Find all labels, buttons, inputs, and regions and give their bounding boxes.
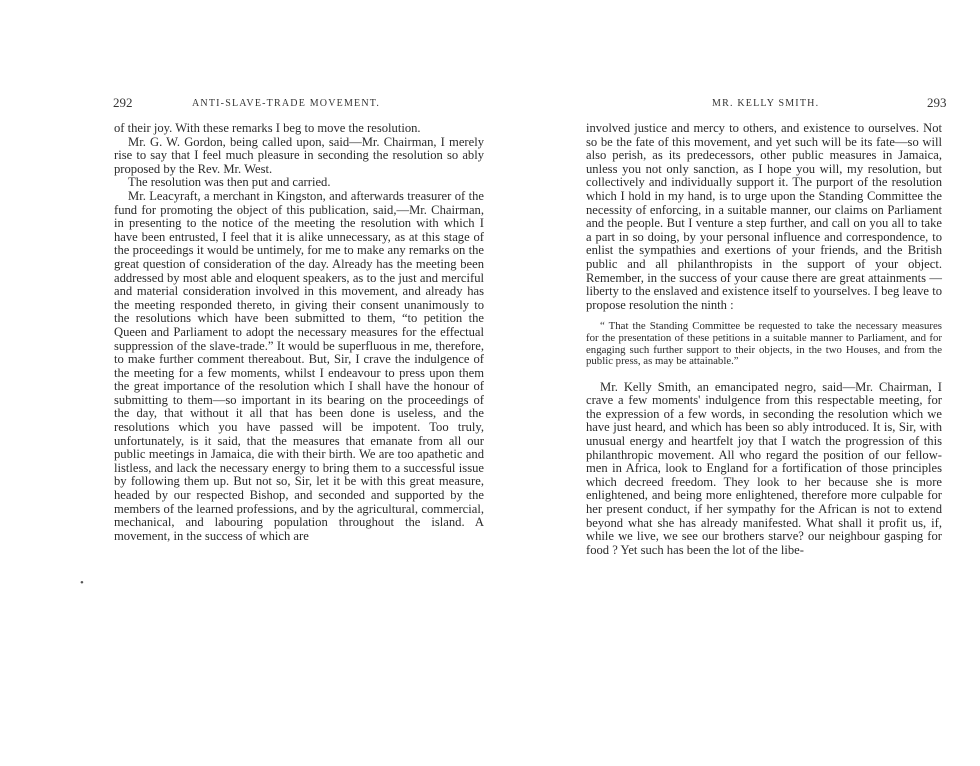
page-number: 292 [113,95,133,110]
body-text [586,122,942,557]
right-page [490,0,980,766]
page-number: 293 [927,95,947,110]
paragraph: of their joy. With these remarks I beg to move the resolution. [114,121,421,135]
paragraph: Mr. G. W. Gordon, being called upon, said—Mr. Chairman, I merely rise to say that I feel much pleasure in seconding the resolution so ably proposed by the Rev. Mr. West. [114,134,484,176]
margin-mark: • [80,577,84,589]
body-text [114,122,484,543]
running-head: ANTI-SLAVE-TRADE MOVEMENT. [192,98,381,109]
paragraph: involved justice and mercy to others, and existence to ourselves. Not so be the fate of this movement, and yet such will be its fate—so will also perish, as its predecessors, other public measures in Jamaica, unless you not only sanction, as I hope you will, my resolution, but collectively and individually support it. The purport of the resolution which I hold in my hand, is to urge upon the Standing Committee the necessity of enforcing, in a suitable manner, our claims on Parliament and the people. But I venture a step further, and call on you all to take a part in so doing, by your personal influence and correspondence, to enlist the sympathies and exertions of your friends, and the British public and all philanthropists in the support of your object. Remember, in the success of your cause there are great attainments — liberty to the enslaved and existence itself to yourselves. I beg leave to propose resolution the ninth : [586,121,942,312]
running-head: MR. KELLY SMITH. [712,98,820,109]
resolution-quote: “ That the Standing Committee be requested to take the necessary measures for the presentation of these petitions in a suitable manner to Parliament, and for engaging such further support to their objects, in the two Houses, and from the public press, as may be attainable.” [586,320,942,368]
paragraph: Mr. Kelly Smith, an emancipated negro, said—Mr. Chairman, I crave a few moments' indulgence from this respectable meeting, for the expression of a few words, in seconding the resolution which we have just heard, and which has been so ably introduced. It is, Sir, with unusual energy and heartfelt joy that I watch the progression of this philanthropic movement. All who regard the position of our fellow-men in Africa, look to England for a fortification of those principles which decreed freedom. They look to her because she is more enlightened, and being more enlightened, therefore more culpable for her present conduct, if her sympathy for the African is not to extend beyond what she has already manifested. What shall it profit us, if, while we live, we see our brothers starve? our neighbour gasping for food ? Yet such has been the lot of the libe- [586,379,942,557]
paragraph: The resolution was then put and carried. [128,175,331,190]
paragraph: Mr. Leacyraft, a merchant in Kingston, and afterwards treasurer of the fund for promoting the object of this publication, said,—Mr. Chairman, in presenting to the notice of the meeting the resolution with which I have been entrusted, I feel that it is alike unnecessary, as at this stage of the proceedings it would be untimely, for me to make any remarks on the great question of consideration of the day. Already has the meeting been addressed by most able and eloquent speakers, as to the just and merciful and material consideration involved in this movement, and already has the meeting responded thereto, in giving their consent unanimously to the resolutions which have been submitted to them, “to petition the Queen and Parliament to adopt the necessary measures for the effectual suppression of the slave-trade.” It would be superfluous in me, therefore, to make further comment thereabout. But, Sir, I crave the indulgence of the meeting for a few moments, whilst I endeavour to press upon them the great importance of the resolution which I shall have the honour of submitting to them—so important in its bearing on the proceedings of the day, that without it all that has been done is useless, and the resolutions which you have passed will be impotent. Too truly, unfortunately, is it said, that the measures that emanate from all our public meetings in Jamaica, die with their birth. We are too apathetic and listless, and lack the necessary energy to bring them to a successful issue by following them up. But not so, Sir, let it be with this great measure, headed by our respected Bishop, and seconded and supported by the members of the learned professions, and by the agricultural, commercial, mechanical, and labouring population throughout the island. A movement, in the success of which are [114,188,484,543]
